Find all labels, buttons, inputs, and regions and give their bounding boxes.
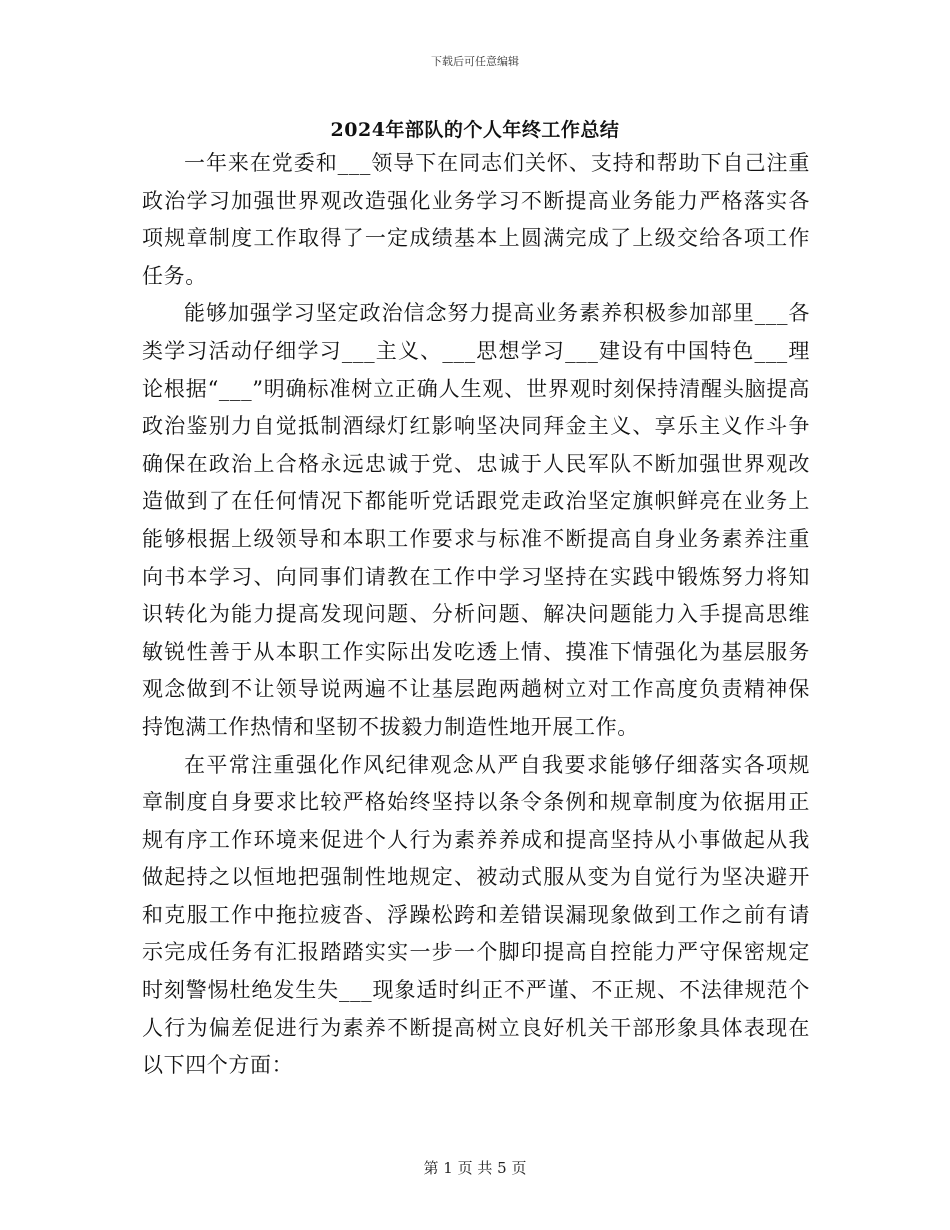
paragraph-1: 一年来在党委和___领导下在同志们关怀、支持和帮助下自己注重政治学习加强世界观改造强化业务学习不断提高业务能力严格落实各项规章制度工作取得了一定成绩基本上圆满完成了上级交给各项工作任务。: [142, 151, 810, 288]
document-body: [142, 145, 810, 1085]
paragraph-3: 在平常注重强化作风纪律观念从严自我要求能够仔细落实各项规章制度自身要求比较严格始终坚持以条令条例和规章制度为依据用正规有序工作环境来促进个人行为素养养成和提高坚持从小事做起从我做起持之以恒地把强制性地规定、被动式服从变为自觉行为坚决避开和克服工作中拖拉疲沓、浮躁松跨和差错误漏现象做到工作之前有请示完成任务有汇报踏踏实实一步一个脚印提高自控能力严守保密规定时刻警惕杜绝发生失___现象适时纠正不严谨、不正规、不法律规范个人行为偏差促进行为素养不断提高树立良好机关干部形象具体表现在以下四个方面：: [142, 752, 810, 1078]
page-number: 第 1 页 共 5 页: [423, 1159, 527, 1177]
header-note: 下载后可任意编辑: [431, 55, 519, 68]
paragraph-2: 能够加强学习坚定政治信念努力提高业务素养积极参加部里___各类学习活动仔细学习___主义、___思想学习___建设有中国特色___理论根据“___”明确标准树立正确人生观、世界观时刻保持清醒头脑提高政治鉴别力自觉抵制酒绿灯红影响坚决同拜金主义、享乐主义作斗争确保在政治上合格永远忠诚于党、忠诚于人民军队不断加强世界观改造做到了在任何情况下都能听党话跟党走政治坚定旗帜鲜亮在业务上能够根据上级领导和本职工作要求与标准不断提高自身业务素养注重向书本学习、向同事们请教在工作中学习坚持在实践中锻炼努力将知识转化为能力提高发现问题、分析问题、解决问题能力入手提高思维敏锐性善于从本职工作实际出发吃透上情、摸准下情强化为基层服务观念做到不让领导说两遍不让基层跑两趟树立对工作高度负责精神保持饱满工作热情和坚韧不拔毅力制造性地开展工作。: [142, 301, 810, 739]
document-title: 2024年部队的个人年终工作总结: [330, 119, 620, 141]
